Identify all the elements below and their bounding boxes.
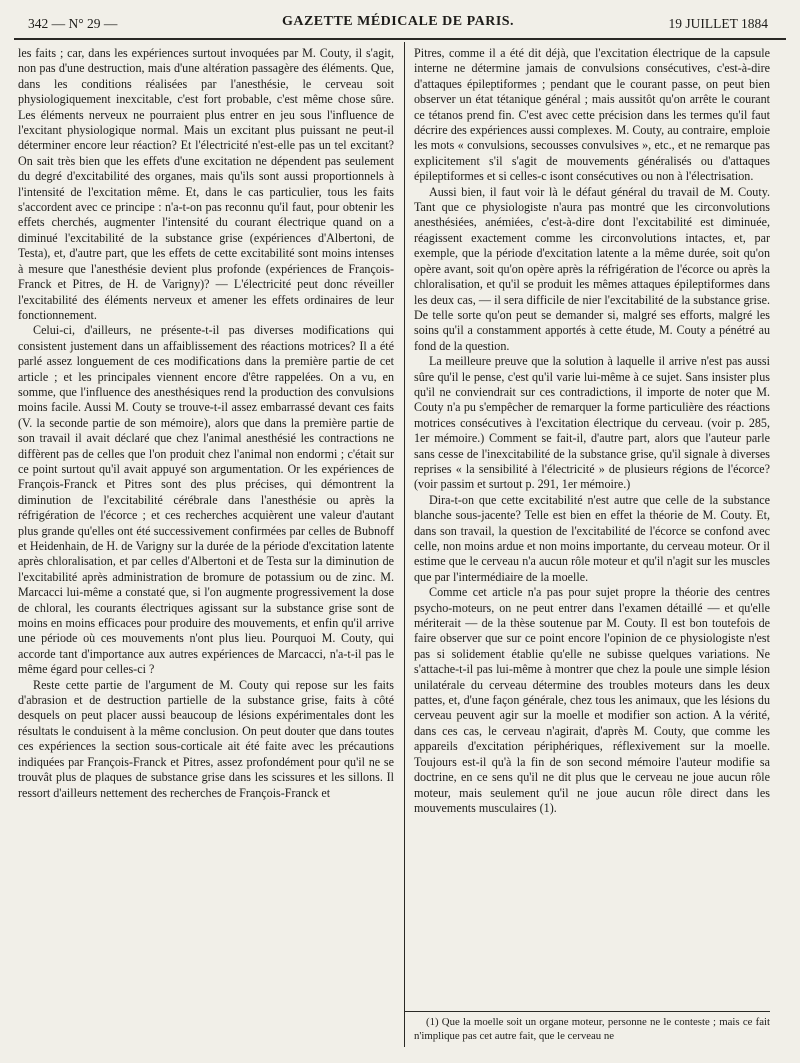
- paragraph: Aussi bien, il faut voir là le défaut général du travail de M. Couty. Tant que ce physiologiste n'aura pas montré que les circonvolutions anesthésiées, anémiées, c'est-à-dire dont l'excitabilité est diminuée, réagissent exactement comme les circonvolutions intactes, et, par exemple, que la période d'excitation latente a la même durée, soit qu'on opère avant, soit qu'on opère après la réfrigération de l'écorce ou après la chloralisation, et qu'il se produit les mêmes attaques épileptiformes dans les deux cas, — il sera difficile de nier l'excitabilité de la substance grise. De telle sorte qu'on peut se demander si, malgré ses efforts, malgré les soins qu'il a constamment apportés à cette étude, M. Couty a pénétré au fond de la question.: [414, 184, 770, 353]
- header-rule: [14, 38, 786, 40]
- paragraph: les faits ; car, dans les expériences surtout invoquées par M. Couty, il s'agit, non pas d'une destruction, mais d'une altération passagère des éléments. Que, dans les conditions réalisées par l'anesthésie, le cerveau soit physiologiquement inexcitable, c'est fort probable, c'est même chose sûre. Les éléments nerveux ne pourraient plus entrer en jeu sous l'influence de l'excitant physiologique normal. Mais un excitant plus puissant ne peut-il déterminer encore leur réaction? Et l'électricité n'est-elle pas un tel excitant? On sait très bien que les effets d'une excitation ne dépendent pas seulement du degré d'excitabilité des organes, mais qu'ils sont aussi proportionnels à l'intensité de l'excitation même. Et, dans le cas particulier, tous les faits s'accordent avec ce principe : n'a-t-on pas reconnu qu'il faut, pour obtenir les effets cherchés, augmenter l'intensité du courant électrique quand on a diminué l'excitabilité de la substance grise (expériences d'Albertoni, de Testa), et, d'autre part, que les effets de cette excitabilité sont moins intenses à mesure que l'anesthésie devient plus profonde (expériences de François-Franck et Pitres, de H. de Varigny)? — L'électricité peut donc réveiller l'excitabilité des éléments nerveux et amener les effets ordinaires de leur fonctionnement.: [18, 46, 394, 322]
- issue-date: 19 JUILLET 1884: [668, 16, 768, 31]
- page-number-issue: 342 — N° 29 —: [28, 16, 118, 31]
- footnote-text: (1) Que la moelle soit un organe moteur, personne ne le conteste ; mais ce fait n'implique pas cet autre fait, que le cerveau ne: [414, 1016, 770, 1042]
- page-header: [28, 12, 768, 38]
- paragraph: Dira-t-on que cette excitabilité n'est autre que celle de la substance blanche sous-jacente? Telle est bien en effet la théorie de M. Couty. Et, dans son travail, la question de l'excitabilité de l'écorce se confond avec celle, non moins ardue et non moins importante, du cerveau moteur. Or il estime que le cerveau n'a aucun rôle moteur et qu'il n'agit sur les muscles que par l'intermédiaire de la moelle.: [414, 492, 770, 584]
- left-column: [18, 46, 394, 801]
- paragraph: Reste cette partie de l'argument de M. Couty qui repose sur les faits d'abrasion et de destruction partielle de la substance grise, faits à côté desquels on peut placer aussi beaucoup de lésions expérimentales dont les résultats le conduisent à la même conclusion. On peut douter que dans toutes ces expériences la section sous-corticale ait été faite avec les précautions indiquées par François-Franck et Pitres, assez profondément pour qu'il ne se trouvât plus de plaques de substance grise dans les scissures et les sillons. Il ressort d'ailleurs nettement des recherches de François-Franck et: [18, 677, 394, 800]
- footnote: [414, 1015, 770, 1043]
- footnote-rule: [404, 1011, 770, 1012]
- paragraph: Celui-ci, d'ailleurs, ne présente-t-il pas diverses modifications qui consistent justement dans un affaiblissement des réactions motrices? Il a été parlé assez longuement de ces modifications dans la première partie de cet article ; et les principales viennent encore d'être rappelées. On a vu, en somme, que l'influence des anesthésiques rend la production des convulsions moins facile. Aussi M. Couty se trouve-t-il assez embarrassé devant ces faits (V. la seconde partie de son mémoire), alors que dans la première partie de son travail il avait déclaré que chez l'animal anesthésié les contractions ne diffèrent pas de celles que l'on produit chez l'animal non endormi ; c'était sur ce point surtout qu'il avait appuyé son argumentation. Or les expériences de François-Franck et Pitres sont des plus précises, qui démontrent la diminution de l'excitabilité cérébrale dans l'anesthésie ou après la réfrigération de l'écorce ; et ces recherches acquièrent une valeur d'autant plus grande qu'elles ont été successivement confirmées par celles de Bubnoff et Heidenhain, de H. de Varigny sur la durée de la période d'excitation latente après chloralisation, et par celles d'Albertoni et de Testa sur la diminution de l'excitabilité après administration de bromure de potassium ou de zinc. M. Marcacci lui-même a constaté que, si l'on augmente progressivement la dose de chloral, les courants électriques agissant sur la substance grise sont de moins en moins efficaces pour produire des mouvements, et enfin qu'il arrive une période où ces mouvements n'ont plus lieu. Pourquoi M. Couty, qui accorde tant d'importance aux autres expériences de Marcacci, n'a-t-il pas le même égard pour celles-ci ?: [18, 323, 394, 677]
- journal-title: GAZETTE MÉDICALE DE PARIS.: [281, 14, 515, 29]
- paragraph: La meilleure preuve que la solution à laquelle il arrive n'est pas aussi sûre qu'il le pense, c'est qu'il varie lui-même à ce sujet. Sans insister plus qu'il ne conviendrait sur ces contradictions, il importe de noter que M. Couty n'a pu s'empêcher de remarquer la forme particulière des réactions motrices consécutives à l'excitation électrique du cerveau. (voir p. 285, 1er mémoire.) Comment se fait-il, d'autre part, alors que l'auteur parle sans cesse de l'inexcitabilité de la substance grise, qu'il signale à diverses reprises « la sensibilité à l'électricité » de plusieurs régions de l'écorce? (voir passim et surtout p. 291, 1er mémoire.): [414, 354, 770, 492]
- paragraph: Comme cet article n'a pas pour sujet propre la théorie des centres psycho-moteurs, on ne peut entrer dans l'examen détaillé — et qu'elle mériterait — de la thèse soutenue par M. Couty. Il est bon toutefois de faire observer que sur ce point encore l'opinion de ce physiologiste n'est pas si solidement établie qu'elle ne subisse quelques variations. Ne s'attache-t-il pas lui-même à montrer que chez la poule une simple lésion unilatérale du cerveau détermine des troubles moteurs dans les deux pattes, et, d'une façon générale, chez tous les animaux, que les lésions du cerveau peuvent agir sur la moelle et modifier son action. A la vérité, dans ces cas, le cerveau n'agirait, d'après M. Couty, que comme les appareils d'excitation périphériques, réflexivement sur la moelle. Toujours est-il qu'à la fin de son second mémoire l'auteur modifie sa doctrine, en ce sens qu'il ne dit plus que le cerveau ne joue aucun rôle moteur, mais seulement qu'il ne joue aucun rôle direct dans les mouvements musculaires (1).: [414, 585, 770, 815]
- right-column: [414, 46, 770, 816]
- column-separator: [404, 42, 405, 1047]
- paragraph: Pitres, comme il a été dit déjà, que l'excitation électrique de la capsule interne ne détermine jamais de convulsions consécutives, c'est-à-dire d'attaques épileptiformes ; pendant que le courant passe, on peut bien observer un état tétanique général ; mais aussitôt qu'on arrête le courant ce tétanos prend fin. C'est avec cette précision dans les termes qu'il faut décrire des expériences aussi complexes. M. Couty, au contraire, emploie les mots « convulsions, secousses convulsives », etc., et ne remarque pas explicitement s'il s'agit de mouvements généralisés ou d'attaques épileptiformes et si celles-c isont consécutives ou non à l'électrisation.: [414, 46, 770, 184]
